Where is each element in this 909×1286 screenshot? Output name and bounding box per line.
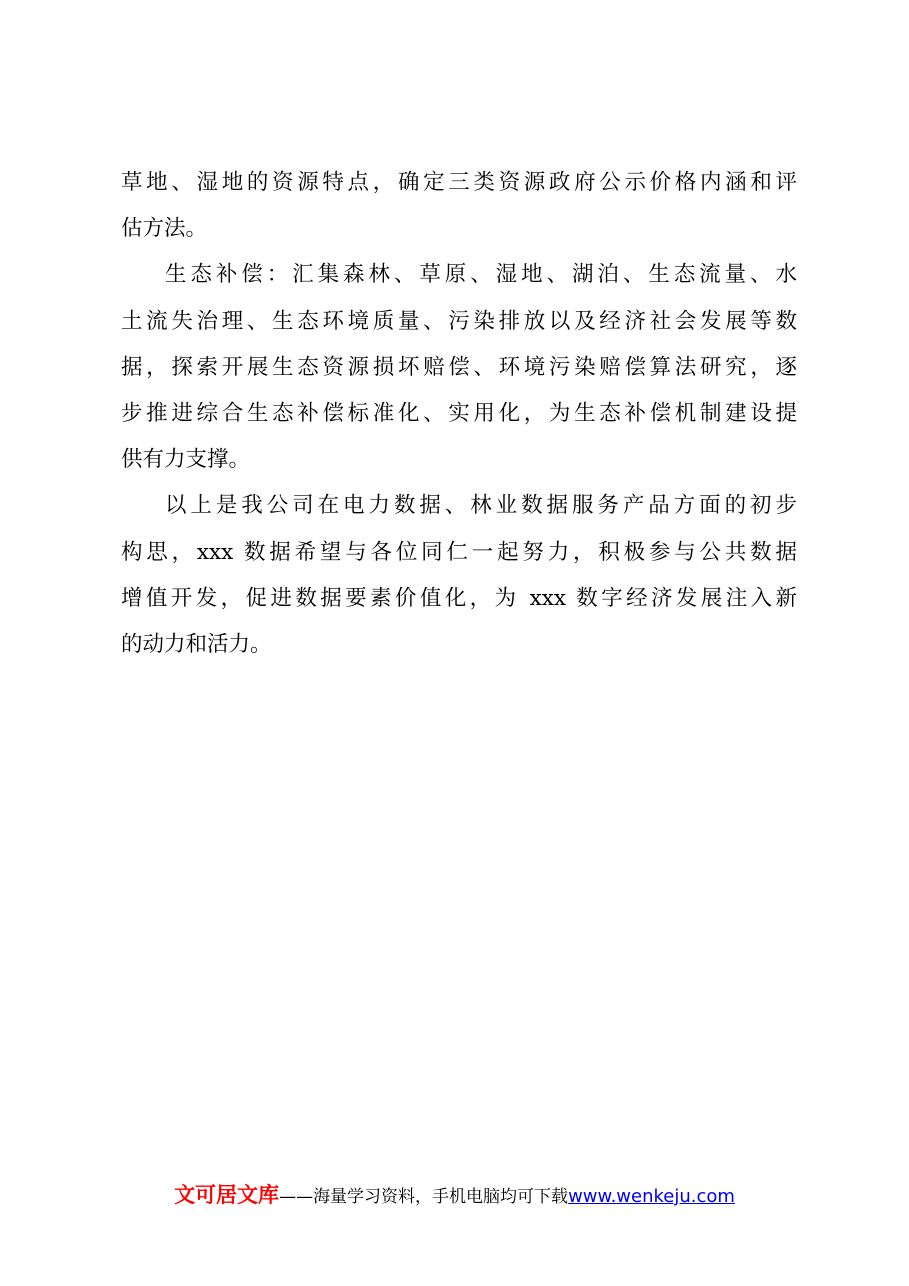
footer-slogan: 海量学习资料，手机电脑均可下载 bbox=[313, 1187, 569, 1207]
paragraph-1-line-1: 草地、湿地的资源特点，确定三类资源政府公示价格内涵和评 bbox=[121, 170, 797, 195]
paragraph-2-line-4: 步推进综合生态补偿标准化、实用化，为生态补偿机制建设提 bbox=[121, 400, 797, 426]
paragraph-2-line-3: 据，探索开展生态资源损坏赔偿、环境污染赔偿算法研究，逐 bbox=[121, 354, 797, 380]
footer-separator: —— bbox=[279, 1187, 314, 1207]
paragraph-3-line-1: 以上是我公司在电力数据、林业数据服务产品方面的初步 bbox=[165, 493, 797, 519]
paragraph-2-line-5: 供有力支撑。 bbox=[121, 447, 251, 473]
paragraph-2-line-2: 土流失治理、生态环境质量、污染排放以及经济社会发展等数 bbox=[121, 308, 797, 334]
paragraph-1-line-2: 估方法。 bbox=[121, 216, 208, 242]
paragraph-3-line-3: 增值开发，促进数据要素价值化，为 xxx 数字经济发展注入新 bbox=[121, 585, 797, 611]
paragraph-3-line-4: 的动力和活力。 bbox=[121, 631, 272, 657]
paragraph-2-line-1: 生态补偿：汇集森林、草原、湿地、湖泊、生态流量、水 bbox=[165, 262, 797, 288]
footer-brand: 文可居文库 bbox=[174, 1183, 280, 1207]
paragraph-3-line-2: 构思，xxx 数据希望与各位同仁一起努力，积极参与公共数据 bbox=[121, 539, 797, 565]
document-body bbox=[121, 160, 797, 668]
page-footer bbox=[0, 1182, 909, 1210]
footer-website-link[interactable]: www.wenkeju.com bbox=[568, 1186, 735, 1207]
